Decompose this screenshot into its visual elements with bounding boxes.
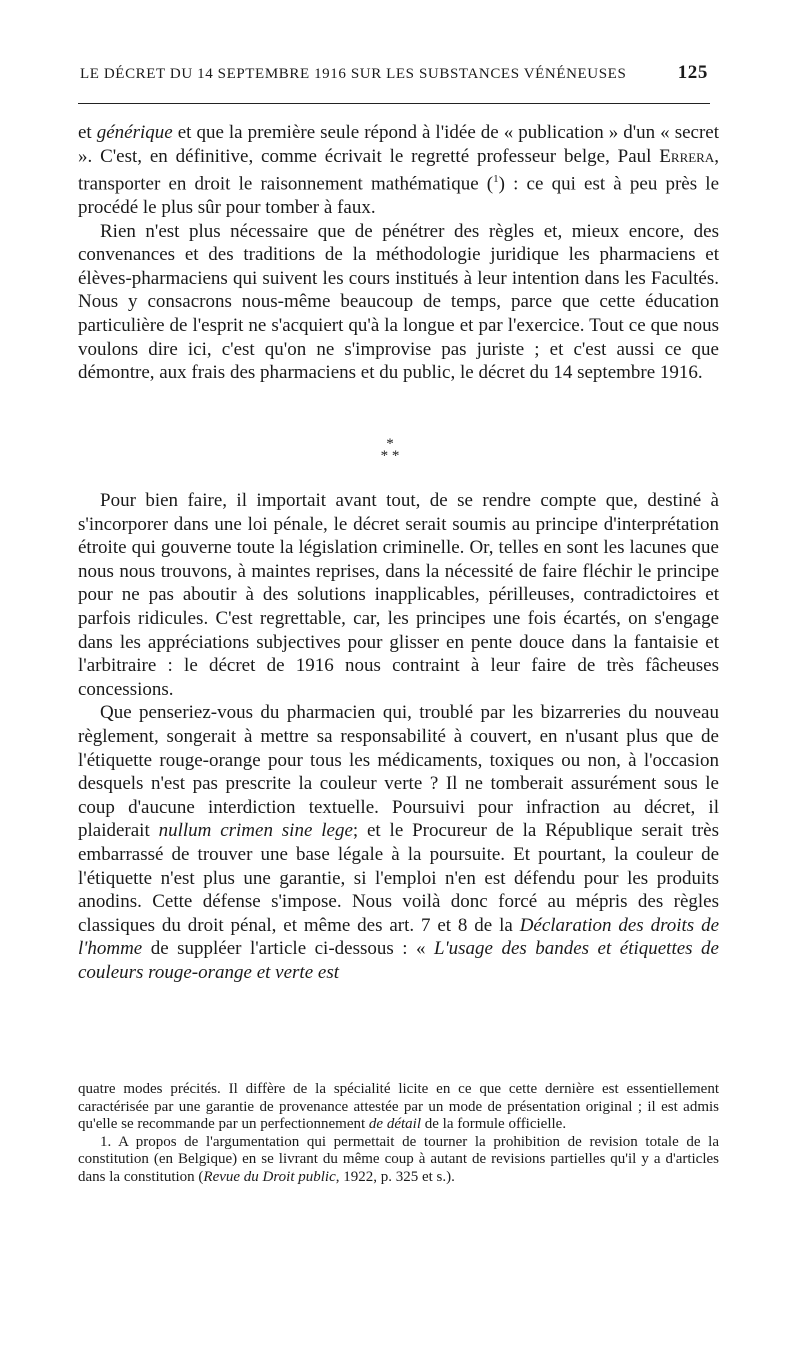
p4-a: Que penseriez-vous du pharmacien qui, troublé par les bizarreries du nouveau règlement, songerait à mettre sa responsabilité à couvert, en n'usant plus que de l'étiquette rouge-orange pour tous les médicaments, toxiques ou non, à l'occasion desquels n'est pas prescrite la couleur verte ? Il ne tomberait assurément sous le coup d'aucune interdiction textuelle. Poursuivi pour infraction au décret, il plaiderait	[78, 702, 719, 842]
p1-d: ) : ce qui est à peu près le procédé le plus sûr pour tomber à faux.	[78, 173, 720, 219]
fn1-italic: Revue du Droit public	[203, 1168, 336, 1185]
p1-smallcaps-name: Errera	[659, 145, 715, 167]
p1-italic: générique	[96, 122, 173, 143]
paragraph-1	[78, 121, 719, 220]
fn-cont-b: de la formule officielle.	[421, 1116, 567, 1133]
p4-italic-quote: L'usage des bandes et étiquettes de couleurs rouge-orange et verte est	[78, 938, 719, 983]
fn-cont-a: quatre modes précités. Il diffère de la spécialité licite en ce que cette dernière est essentiellement caractérisée par une garantie de provenance attestée par un mode de présentation original ; il est admis qu'elle se recommande par un perfectionnement	[78, 1081, 719, 1133]
fn1-a: 1. A propos de l'argumentation qui permettait de tourner la prohibition de revision totale de la constitution (en Belgique) en se livrant du même coup à autant de revisions partielles qu'il y a d'articles dans la constitution (	[78, 1133, 719, 1185]
asterism-top: *	[386, 436, 394, 452]
fn-cont-italic: de détail	[368, 1116, 421, 1133]
p1-b: et que la première seule répond à l'idée de « publication » d'un « secret ». C'est, en définitive, comme écrivait le regretté professeur belge, Paul	[78, 122, 719, 167]
footnotes	[78, 1081, 719, 1187]
running-head	[80, 62, 708, 92]
p4-c: de suppléer l'article ci-dessous : «	[142, 938, 434, 960]
p1-a: et	[78, 122, 97, 143]
header-rule	[78, 103, 710, 104]
page-number: 125	[677, 62, 708, 83]
p4-italic-latin: nullum crimen sine lege	[158, 820, 353, 842]
paragraph-4	[78, 701, 719, 984]
paragraph-3: Pour bien faire, il importait avant tout, de se rendre compte que, destiné à s'incorporer dans une loi pénale, le décret serait soumis au principe d'interprétation étroite qui gouverne toute la législation criminelle. Or, telles en sont les lacunes que nous nous trouvons, à maintes reprises, dans la nécessité de faire fléchir le principe pour ne pas aboutir à des solutions inapplicables, périlleuses, contradictoires et parfois ridicules. C'est regrettable, car, les principes une fois écartés, on s'engage dans les appréciations subjectives pour glisser en pente douce dans la fantaisie et l'arbitraire : le décret de 1916 nous contraint à leur faire de très fâcheuses concessions.	[78, 490, 719, 700]
paragraph-2: Rien n'est plus nécessaire que de pénétrer des règles et, mieux encore, des convenances et des traditions de la méthodologie juridique les pharmaciens et élèves-pharmaciens qui suivent les cours institués à leur intention dans les Facultés. Nous y consacrons nous-même beaucoup de temps, parce que cette éducation particulière de l'esprit ne s'acquiert qu'à la longue et par l'exercice. Tout ce que nous voulons dire ici, c'est qu'on ne s'improvise pas juriste ; et c'est aussi ce que démontre, aux frais des pharmaciens et du public, le décret du 14 septembre 1916.	[78, 220, 719, 384]
asterism-bottom: * *	[380, 448, 400, 464]
p4-italic-declaration: Déclaration des droits de l'homme	[78, 914, 720, 960]
footnote-ref-1: 1	[493, 173, 499, 186]
p4-b: ; et le Procureur de la République serait très embarrassé de trouver une base légale à la poursuite. Et pourtant, la couleur de l'étiquette n'est plus une garantie, si l'emploi n'en est défendu pour les produits anodins. Cette défense s'impose. Nous voilà donc forcé au mépris des règles classiques du droit pénal, et même des art. 7 et 8 de la	[78, 820, 719, 936]
footnote-continuation	[78, 1081, 719, 1134]
text-block-2	[78, 489, 719, 984]
fn1-b: , 1922, p. 325 et s.).	[335, 1168, 455, 1185]
running-title: LE DÉCRET DU 14 SEPTEMBRE 1916 SUR LES SUBSTANCES VÉNÉNEUSES	[80, 66, 627, 82]
footnote-1	[78, 1134, 719, 1187]
text-block-1	[78, 121, 719, 385]
p1-c: , transporter en droit le raisonnement mathématique (	[78, 145, 719, 195]
asterism-divider	[360, 438, 420, 472]
